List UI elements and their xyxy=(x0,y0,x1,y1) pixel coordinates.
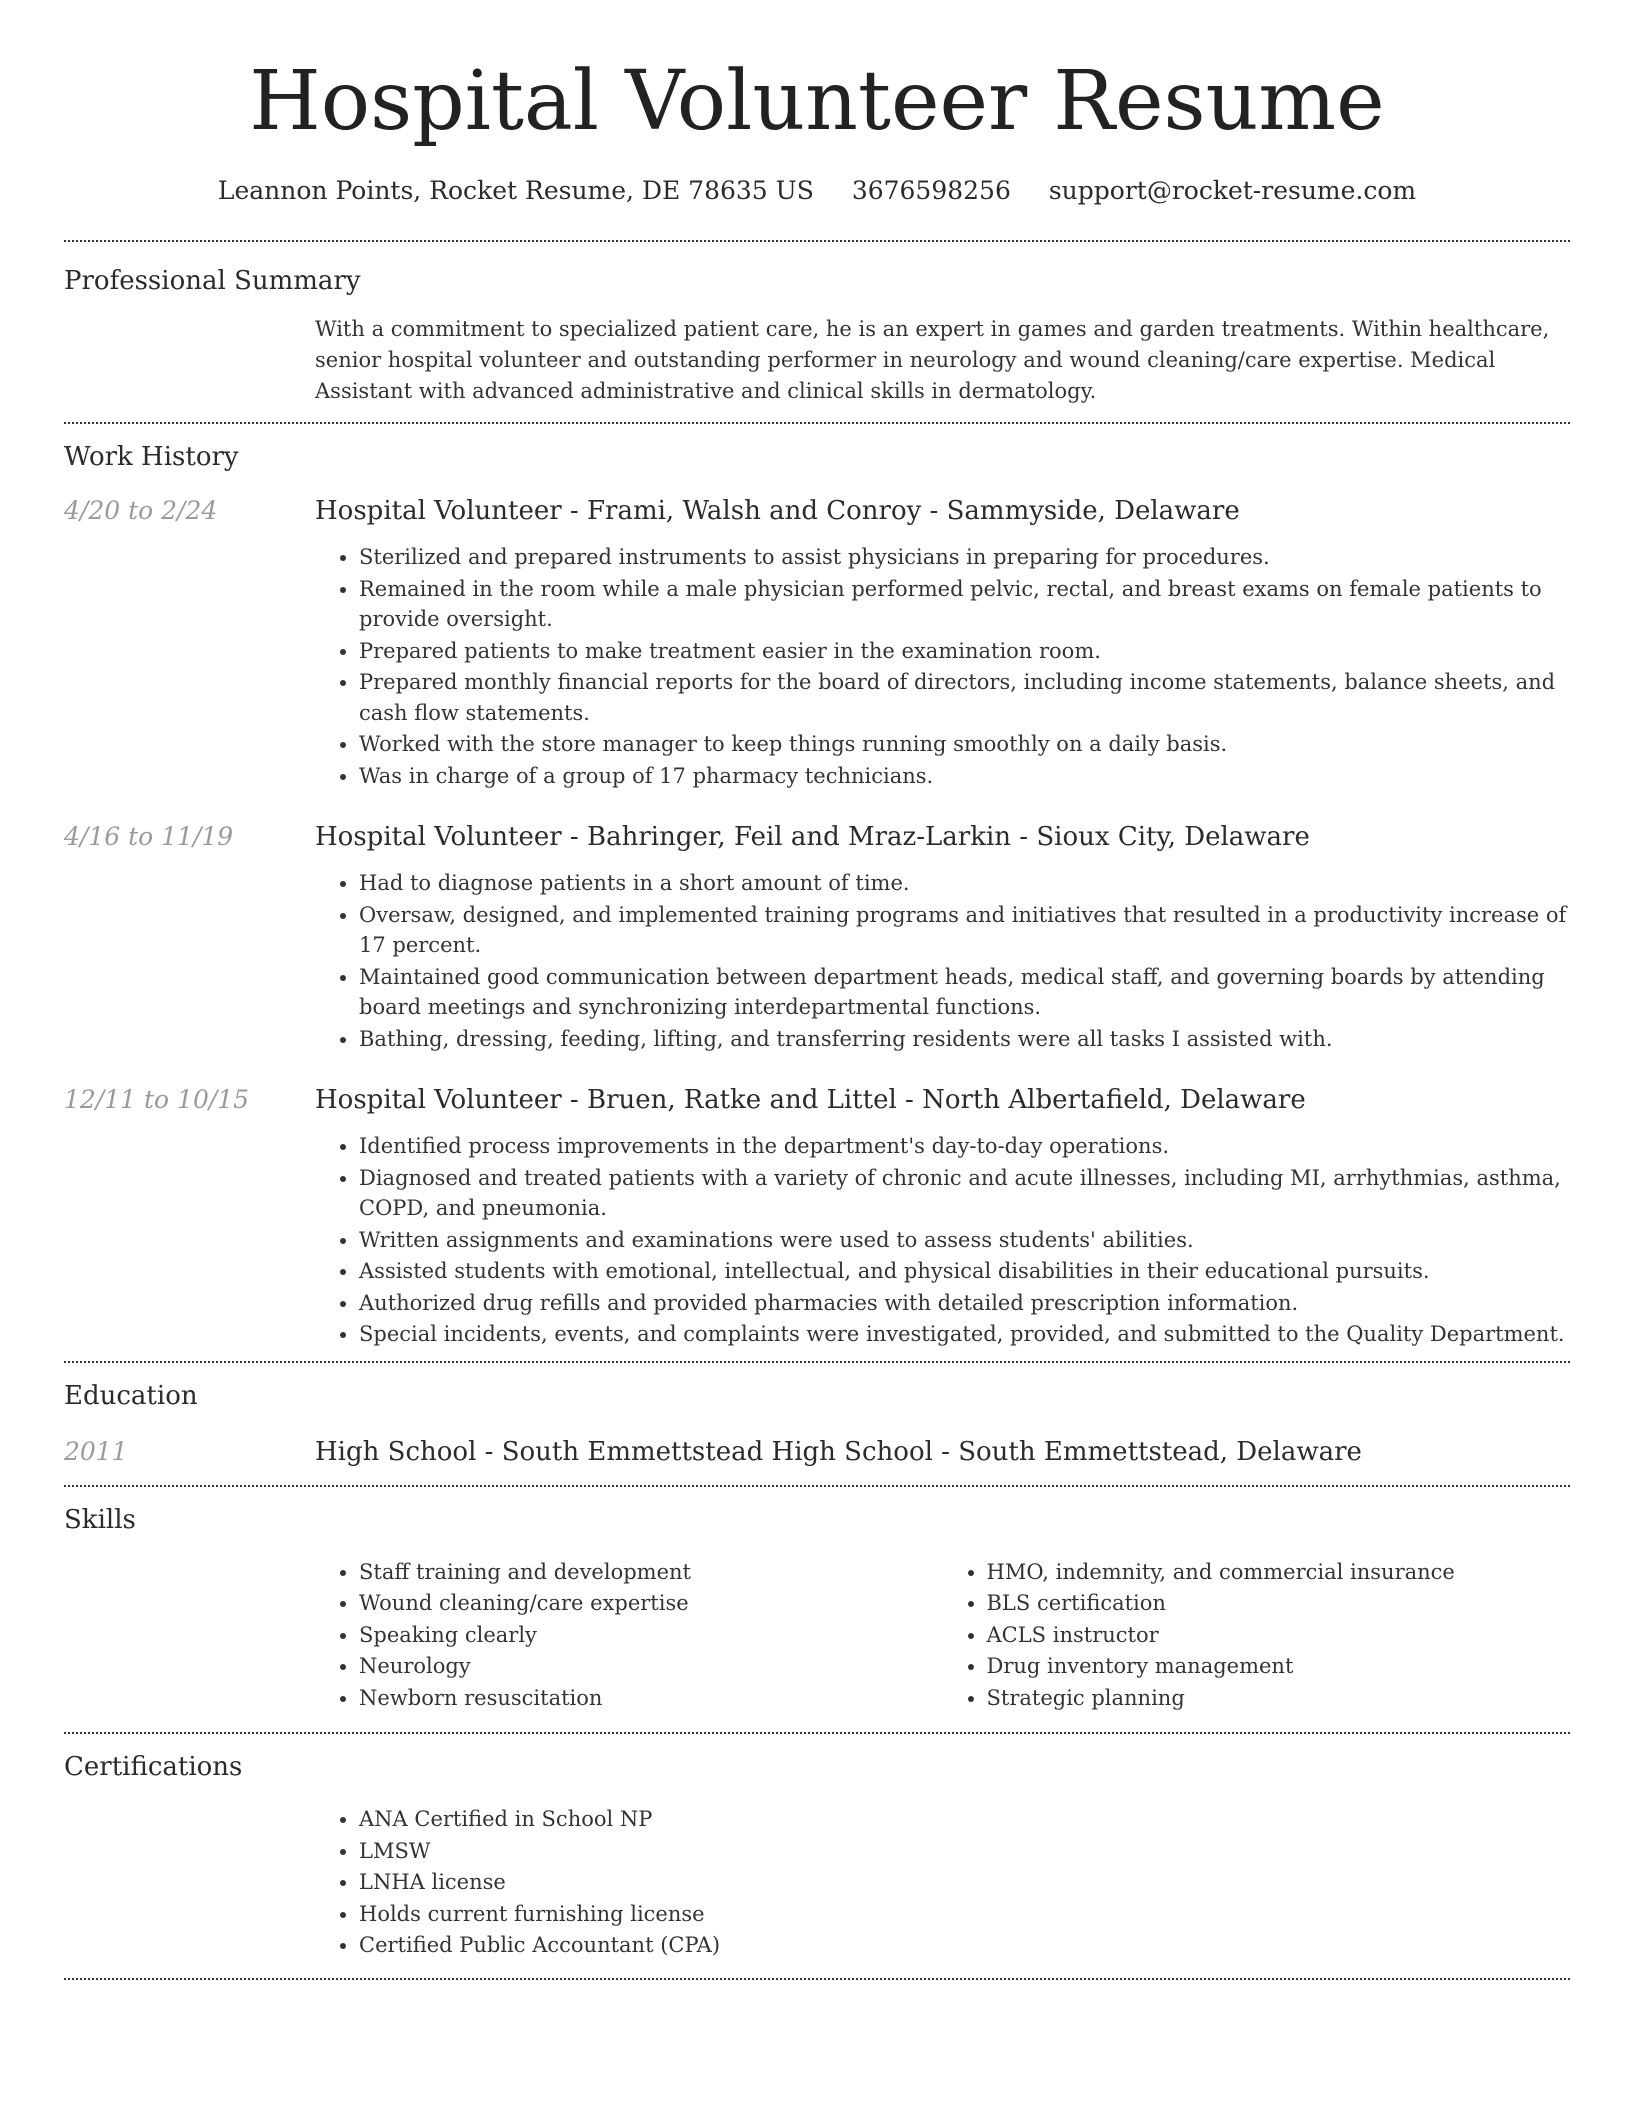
resume-title: Hospital Volunteer Resume xyxy=(249,54,1385,149)
list-item: • Sterilized and prepared instruments to assist physicians in preparing for procedures. xyxy=(359,542,1570,573)
section-title-summary: Professional Summary xyxy=(64,266,361,296)
list-item: • BLS certification xyxy=(987,1588,1571,1619)
list-item: • ANA Certified in School NP xyxy=(359,1804,1570,1835)
job-entry xyxy=(64,1083,1570,1361)
list-item: • Had to diagnose patients in a short amount of time. xyxy=(359,868,1570,899)
certifications-list xyxy=(315,1804,1570,1961)
contact-address: Leannon Points, Rocket Resume, DE 78635 US xyxy=(217,176,814,205)
education-entry xyxy=(64,1435,1570,1485)
job-title: Hospital Volunteer - Bahringer, Feil and Mraz-Larkin - Sioux City, Delaware xyxy=(315,822,1310,852)
job-dates: 4/16 to 11/19 xyxy=(64,822,234,851)
education-year: 2011 xyxy=(64,1436,128,1466)
section-title-work-history: Work History xyxy=(64,442,239,472)
job-dates: 12/11 to 10/15 xyxy=(64,1085,250,1114)
certifications-section xyxy=(64,1734,1570,1978)
contact-line xyxy=(64,174,1570,208)
skills-section xyxy=(64,1487,1570,1733)
education-section xyxy=(64,1363,1570,1485)
list-item: • Drug inventory management xyxy=(987,1651,1571,1682)
list-item: • HMO, indemnity, and commercial insurance xyxy=(987,1557,1571,1588)
section-title-certifications: Certifications xyxy=(64,1752,243,1782)
list-item: • ACLS instructor xyxy=(987,1620,1571,1651)
list-item: • Certified Public Accountant (CPA) xyxy=(359,1930,1570,1961)
list-item: • Prepared monthly financial reports for the board of directors, including income statements, balance sheets, and cash flow statements. xyxy=(359,667,1570,728)
job-entry xyxy=(64,494,1570,792)
list-item: • Identified process improvements in the department's day-to-day operations. xyxy=(359,1131,1570,1162)
job-entry xyxy=(64,820,1570,1055)
list-item: • Oversaw, designed, and implemented training programs and initiatives that resulted in a productivity increase of 17 percent. xyxy=(359,900,1570,961)
skills-list-left xyxy=(315,1557,943,1715)
list-item: • Authorized drug refills and provided pharmacies with detailed prescription information. xyxy=(359,1288,1570,1319)
list-item: • Holds current furnishing license xyxy=(359,1899,1570,1930)
job-title: Hospital Volunteer - Frami, Walsh and Conroy - Sammyside, Delaware xyxy=(315,496,1240,526)
job-bullets xyxy=(315,868,1570,1054)
list-item: • LMSW xyxy=(359,1836,1570,1867)
section-title-skills: Skills xyxy=(64,1504,136,1535)
divider xyxy=(64,1978,1570,1980)
list-item: • Prepared patients to make treatment easier in the examination room. xyxy=(359,636,1570,667)
list-item: • Wound cleaning/care expertise xyxy=(359,1588,943,1619)
summary-section xyxy=(64,242,1570,422)
list-item: • Special incidents, events, and complaints were investigated, provided, and submitted to the Quality Department. xyxy=(359,1319,1570,1350)
job-bullets xyxy=(315,1131,1570,1350)
list-item: • Newborn resuscitation xyxy=(359,1683,943,1714)
list-item: • Speaking clearly xyxy=(359,1620,943,1651)
skills-list-right xyxy=(943,1557,1571,1715)
job-dates: 4/20 to 2/24 xyxy=(64,496,218,525)
list-item: • Was in charge of a group of 17 pharmacy technicians. xyxy=(359,761,1570,792)
summary-text: With a commitment to specialized patient care, he is an expert in games and garden treatments. Within healthcare, senior hospital volunteer and outstanding performer in neurology and wound cleaning/care expertise. Medical Assistant with advanced administrative and clinical skills in dermatology. xyxy=(315,317,1550,403)
job-title: Hospital Volunteer - Bruen, Ratke and Littel - North Albertafield, Delaware xyxy=(315,1085,1306,1115)
list-item: • Written assignments and examinations were used to assess students' abilities. xyxy=(359,1225,1570,1256)
list-item: • Neurology xyxy=(359,1651,943,1682)
list-item: • Bathing, dressing, feeding, lifting, and transferring residents were all tasks I assisted with. xyxy=(359,1024,1570,1055)
contact-email: support@rocket-resume.com xyxy=(1048,176,1417,205)
list-item: • Remained in the room while a male physician performed pelvic, rectal, and breast exams on female patients to provide oversight. xyxy=(359,574,1570,635)
list-item: • Strategic planning xyxy=(987,1683,1571,1714)
work-history-section xyxy=(64,424,1570,1361)
education-title: High School - South Emmettstead High School - South Emmettstead, Delaware xyxy=(315,1436,1362,1467)
contact-phone: 3676598256 xyxy=(851,176,1011,205)
list-item: • Maintained good communication between department heads, medical staff, and governing boards by attending board meetings and synchronizing interdepartmental functions. xyxy=(359,962,1570,1023)
list-item: • LNHA license xyxy=(359,1867,1570,1898)
list-item: • Staff training and development xyxy=(359,1557,943,1588)
job-bullets xyxy=(315,542,1570,791)
list-item: • Diagnosed and treated patients with a variety of chronic and acute illnesses, including MI, arrhythmias, asthma, COPD, and pneumonia. xyxy=(359,1163,1570,1224)
list-item: • Assisted students with emotional, intellectual, and physical disabilities in their educational pursuits. xyxy=(359,1256,1570,1287)
section-title-education: Education xyxy=(64,1380,198,1411)
list-item: • Worked with the store manager to keep things running smoothly on a daily basis. xyxy=(359,729,1570,760)
